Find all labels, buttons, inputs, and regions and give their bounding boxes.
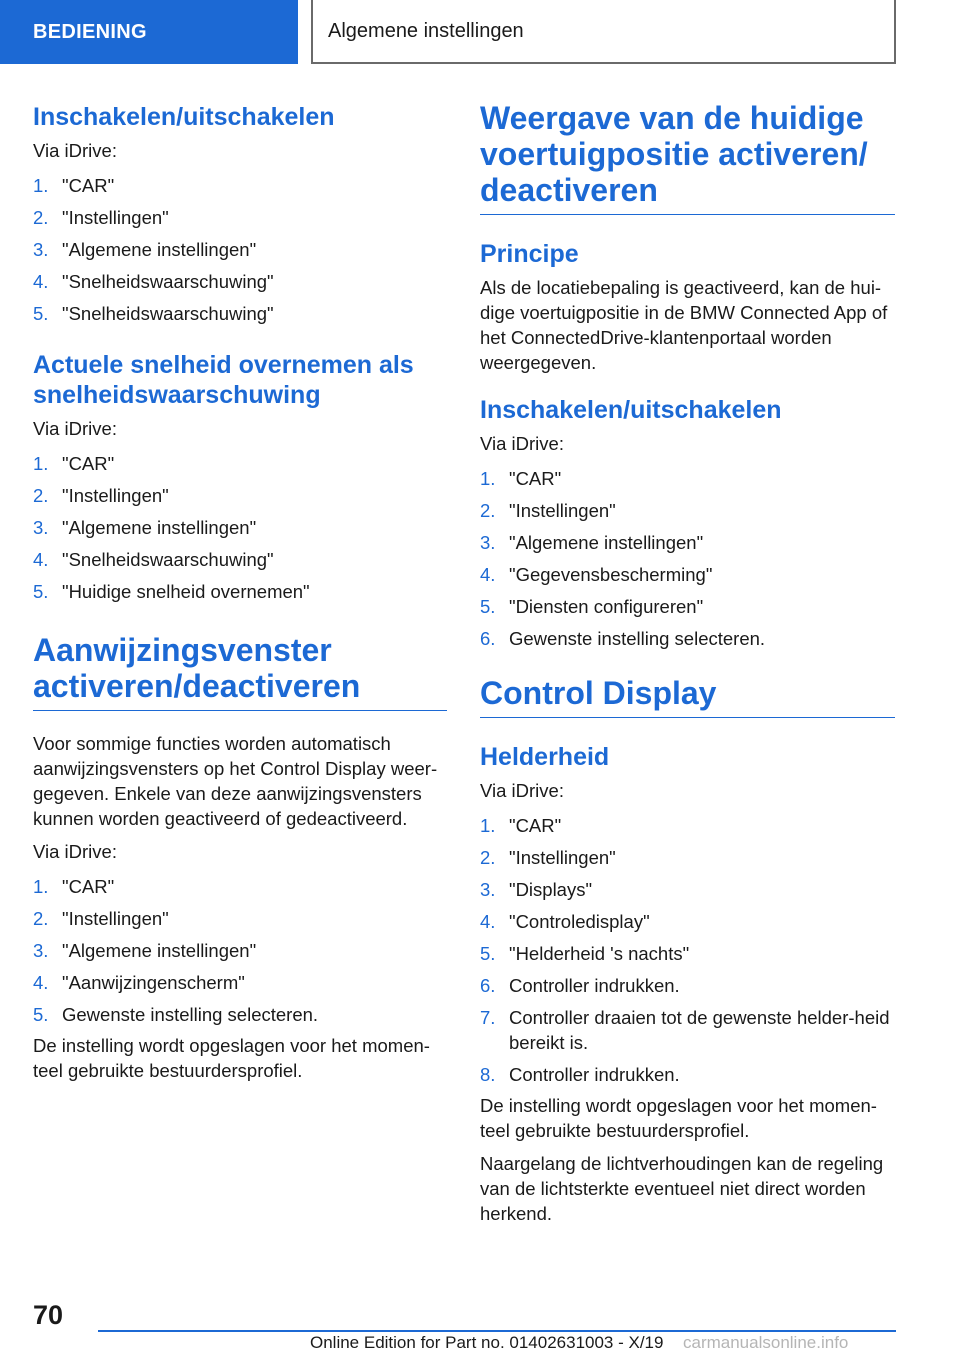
step-number: 6. (480, 975, 496, 996)
step-number: 1. (33, 876, 49, 897)
step-text: "Controledisplay" (509, 911, 650, 932)
step-text: "Algemene instellingen" (509, 532, 704, 553)
list-item (33, 483, 447, 508)
intro-text: Via iDrive: (33, 418, 117, 439)
list-item (33, 205, 447, 230)
list-item (33, 173, 447, 198)
step-text: "Diensten configureren" (509, 596, 704, 617)
steps-list (480, 813, 895, 1087)
steps-list (33, 173, 447, 326)
list-item (480, 562, 895, 587)
step-text: "Instellingen" (62, 207, 169, 228)
step-number: 5. (480, 943, 496, 964)
list-item (480, 498, 895, 523)
step-text: Gewenste instelling selecteren. (62, 1004, 319, 1025)
step-number: 1. (33, 175, 49, 196)
step-number: 4. (33, 972, 49, 993)
list-item (480, 941, 895, 966)
step-number: 5. (480, 596, 496, 617)
list-item (480, 973, 895, 998)
section-tab (0, 0, 298, 64)
section-label: BEDIENING (33, 20, 147, 43)
step-text: "Algemene instellingen" (62, 517, 257, 538)
step-text: "Helderheid 's nachts" (509, 943, 690, 964)
step-number: 2. (33, 908, 49, 929)
watermark-text: carmanualsonline.info (683, 1333, 849, 1352)
step-text: "Instellingen" (509, 847, 616, 868)
step-number: 4. (480, 911, 496, 932)
steps-list (33, 874, 447, 1027)
step-number: 2. (33, 207, 49, 228)
section-aanwijzingsvenster (33, 632, 447, 1083)
step-text: "CAR" (509, 815, 562, 836)
list-item (480, 845, 895, 870)
step-text: "Algemene instellingen" (62, 940, 257, 961)
heading-voertuigpositie: Weergave van de huidige voertuigpositie activeren/ deactiveren (480, 100, 868, 208)
step-number: 2. (33, 485, 49, 506)
list-item (33, 451, 447, 476)
intro-text: Via iDrive: (480, 780, 564, 801)
intro-text: Via iDrive: (480, 433, 564, 454)
step-number: 3. (33, 239, 49, 260)
list-item (480, 530, 895, 555)
step-text: Gewenste instelling selecteren. (509, 628, 766, 649)
step-number: 3. (33, 517, 49, 538)
step-text: "Displays" (509, 879, 593, 900)
outro-text: De instelling wordt opgeslagen voor het momen-teel gebruikte bestuurdersprofiel. (480, 1095, 877, 1141)
list-item (33, 906, 447, 931)
step-text: "Gegevensbescherming" (509, 564, 713, 585)
step-text: "Snelheidswaarschuwing" (62, 271, 274, 292)
step-number: 8. (480, 1064, 496, 1085)
step-text: "CAR" (62, 175, 115, 196)
list-item (33, 547, 447, 572)
outro-text-2: Naargelang de lichtverhoudingen kan de regeling van de lichtsterkte eventueel niet direct worden herkend. (480, 1153, 884, 1224)
list-item (480, 626, 895, 651)
body-text: Voor sommige functies worden automatisch aanwijzingsvensters op het Control Display weer-gegeven. Enkele van deze aanwijzingsvensters kunnen worden geactiveerd of gedeactiveerd. (33, 733, 438, 829)
step-number: 4. (480, 564, 496, 585)
list-item (33, 579, 447, 604)
step-text: "Snelheidswaarschuwing" (62, 303, 274, 324)
heading-aanwijzingsvenster: Aanwijzingsvenster activeren/deactiveren (33, 632, 361, 704)
intro-text: Via iDrive: (33, 841, 117, 862)
heading-rule (480, 100, 895, 215)
left-column (33, 100, 447, 1083)
step-number: 6. (480, 628, 496, 649)
heading-rule (480, 675, 895, 718)
step-number: 3. (480, 879, 496, 900)
step-number: 5. (33, 1004, 49, 1025)
section-inschakelen (33, 102, 447, 326)
body-text: Als de locatiebepaling is geactiveerd, kan de hui-dige voertuigpositie in de BMW Connected App of het ConnectedDrive-klantenportaal worden weergegeven. (480, 277, 888, 373)
step-text: "Snelheidswaarschuwing" (62, 549, 274, 570)
heading-actuele-snelheid: Actuele snelheid overnemen als snelheidswaarschuwing (33, 351, 414, 409)
list-item (33, 301, 447, 326)
step-text: "CAR" (62, 453, 115, 474)
outro-text: De instelling wordt opgeslagen voor het momen-teel gebruikte bestuurdersprofiel. (33, 1035, 430, 1081)
step-number: 5. (33, 303, 49, 324)
page-number: 70 (33, 1300, 64, 1330)
list-item (480, 813, 895, 838)
list-item (33, 269, 447, 294)
step-number: 1. (480, 468, 496, 489)
step-number: 4. (33, 549, 49, 570)
step-text: "Aanwijzingenscherm" (62, 972, 245, 993)
list-item (480, 877, 895, 902)
section-voertuigpositie (480, 100, 895, 651)
step-number: 4. (33, 271, 49, 292)
steps-list (33, 451, 447, 604)
list-item (33, 237, 447, 262)
step-number: 7. (480, 1007, 496, 1028)
intro-text: Via iDrive: (33, 140, 117, 161)
list-item (33, 515, 447, 540)
step-number: 2. (480, 500, 496, 521)
step-number: 1. (33, 453, 49, 474)
list-item (480, 1062, 895, 1087)
heading-principe: Principe (480, 240, 579, 268)
step-text: Controller indrukken. (509, 1064, 680, 1085)
right-column (480, 100, 895, 1226)
list-item (33, 970, 447, 995)
step-text: "Huidige snelheid overnemen" (62, 581, 310, 602)
steps-list (480, 466, 895, 651)
heading-inschakelen-2: Inschakelen/uitschakelen (480, 396, 782, 424)
list-item (480, 594, 895, 619)
step-text: Controller draaien tot de gewenste helder-heid bereikt is. (509, 1007, 890, 1053)
step-number: 2. (480, 847, 496, 868)
list-item (480, 909, 895, 934)
page-header-title (311, 0, 896, 64)
list-item (33, 874, 447, 899)
edition-text: Online Edition for Part no. 01402631003 - X/19 (310, 1333, 664, 1352)
step-number: 3. (480, 532, 496, 553)
footer-rule (98, 1330, 896, 1332)
step-text: "CAR" (509, 468, 562, 489)
list-item (33, 938, 447, 963)
chapter-title: Algemene instellingen (328, 19, 524, 42)
heading-helderheid: Helderheid (480, 743, 610, 771)
section-actuele-snelheid (33, 350, 447, 604)
section-control-display (480, 675, 895, 1226)
heading-control-display: Control Display (480, 675, 717, 711)
step-text: "Algemene instellingen" (62, 239, 257, 260)
step-text: "CAR" (62, 876, 115, 897)
step-text: "Instellingen" (62, 485, 169, 506)
step-number: 5. (33, 581, 49, 602)
list-item (480, 466, 895, 491)
step-text: Controller indrukken. (509, 975, 680, 996)
heading-rule (33, 632, 447, 711)
heading-inschakelen: Inschakelen/uitschakelen (33, 103, 335, 131)
step-number: 1. (480, 815, 496, 836)
step-number: 3. (33, 940, 49, 961)
list-item (33, 1002, 447, 1027)
step-text: "Instellingen" (509, 500, 616, 521)
list-item (480, 1005, 895, 1055)
step-text: "Instellingen" (62, 908, 169, 929)
